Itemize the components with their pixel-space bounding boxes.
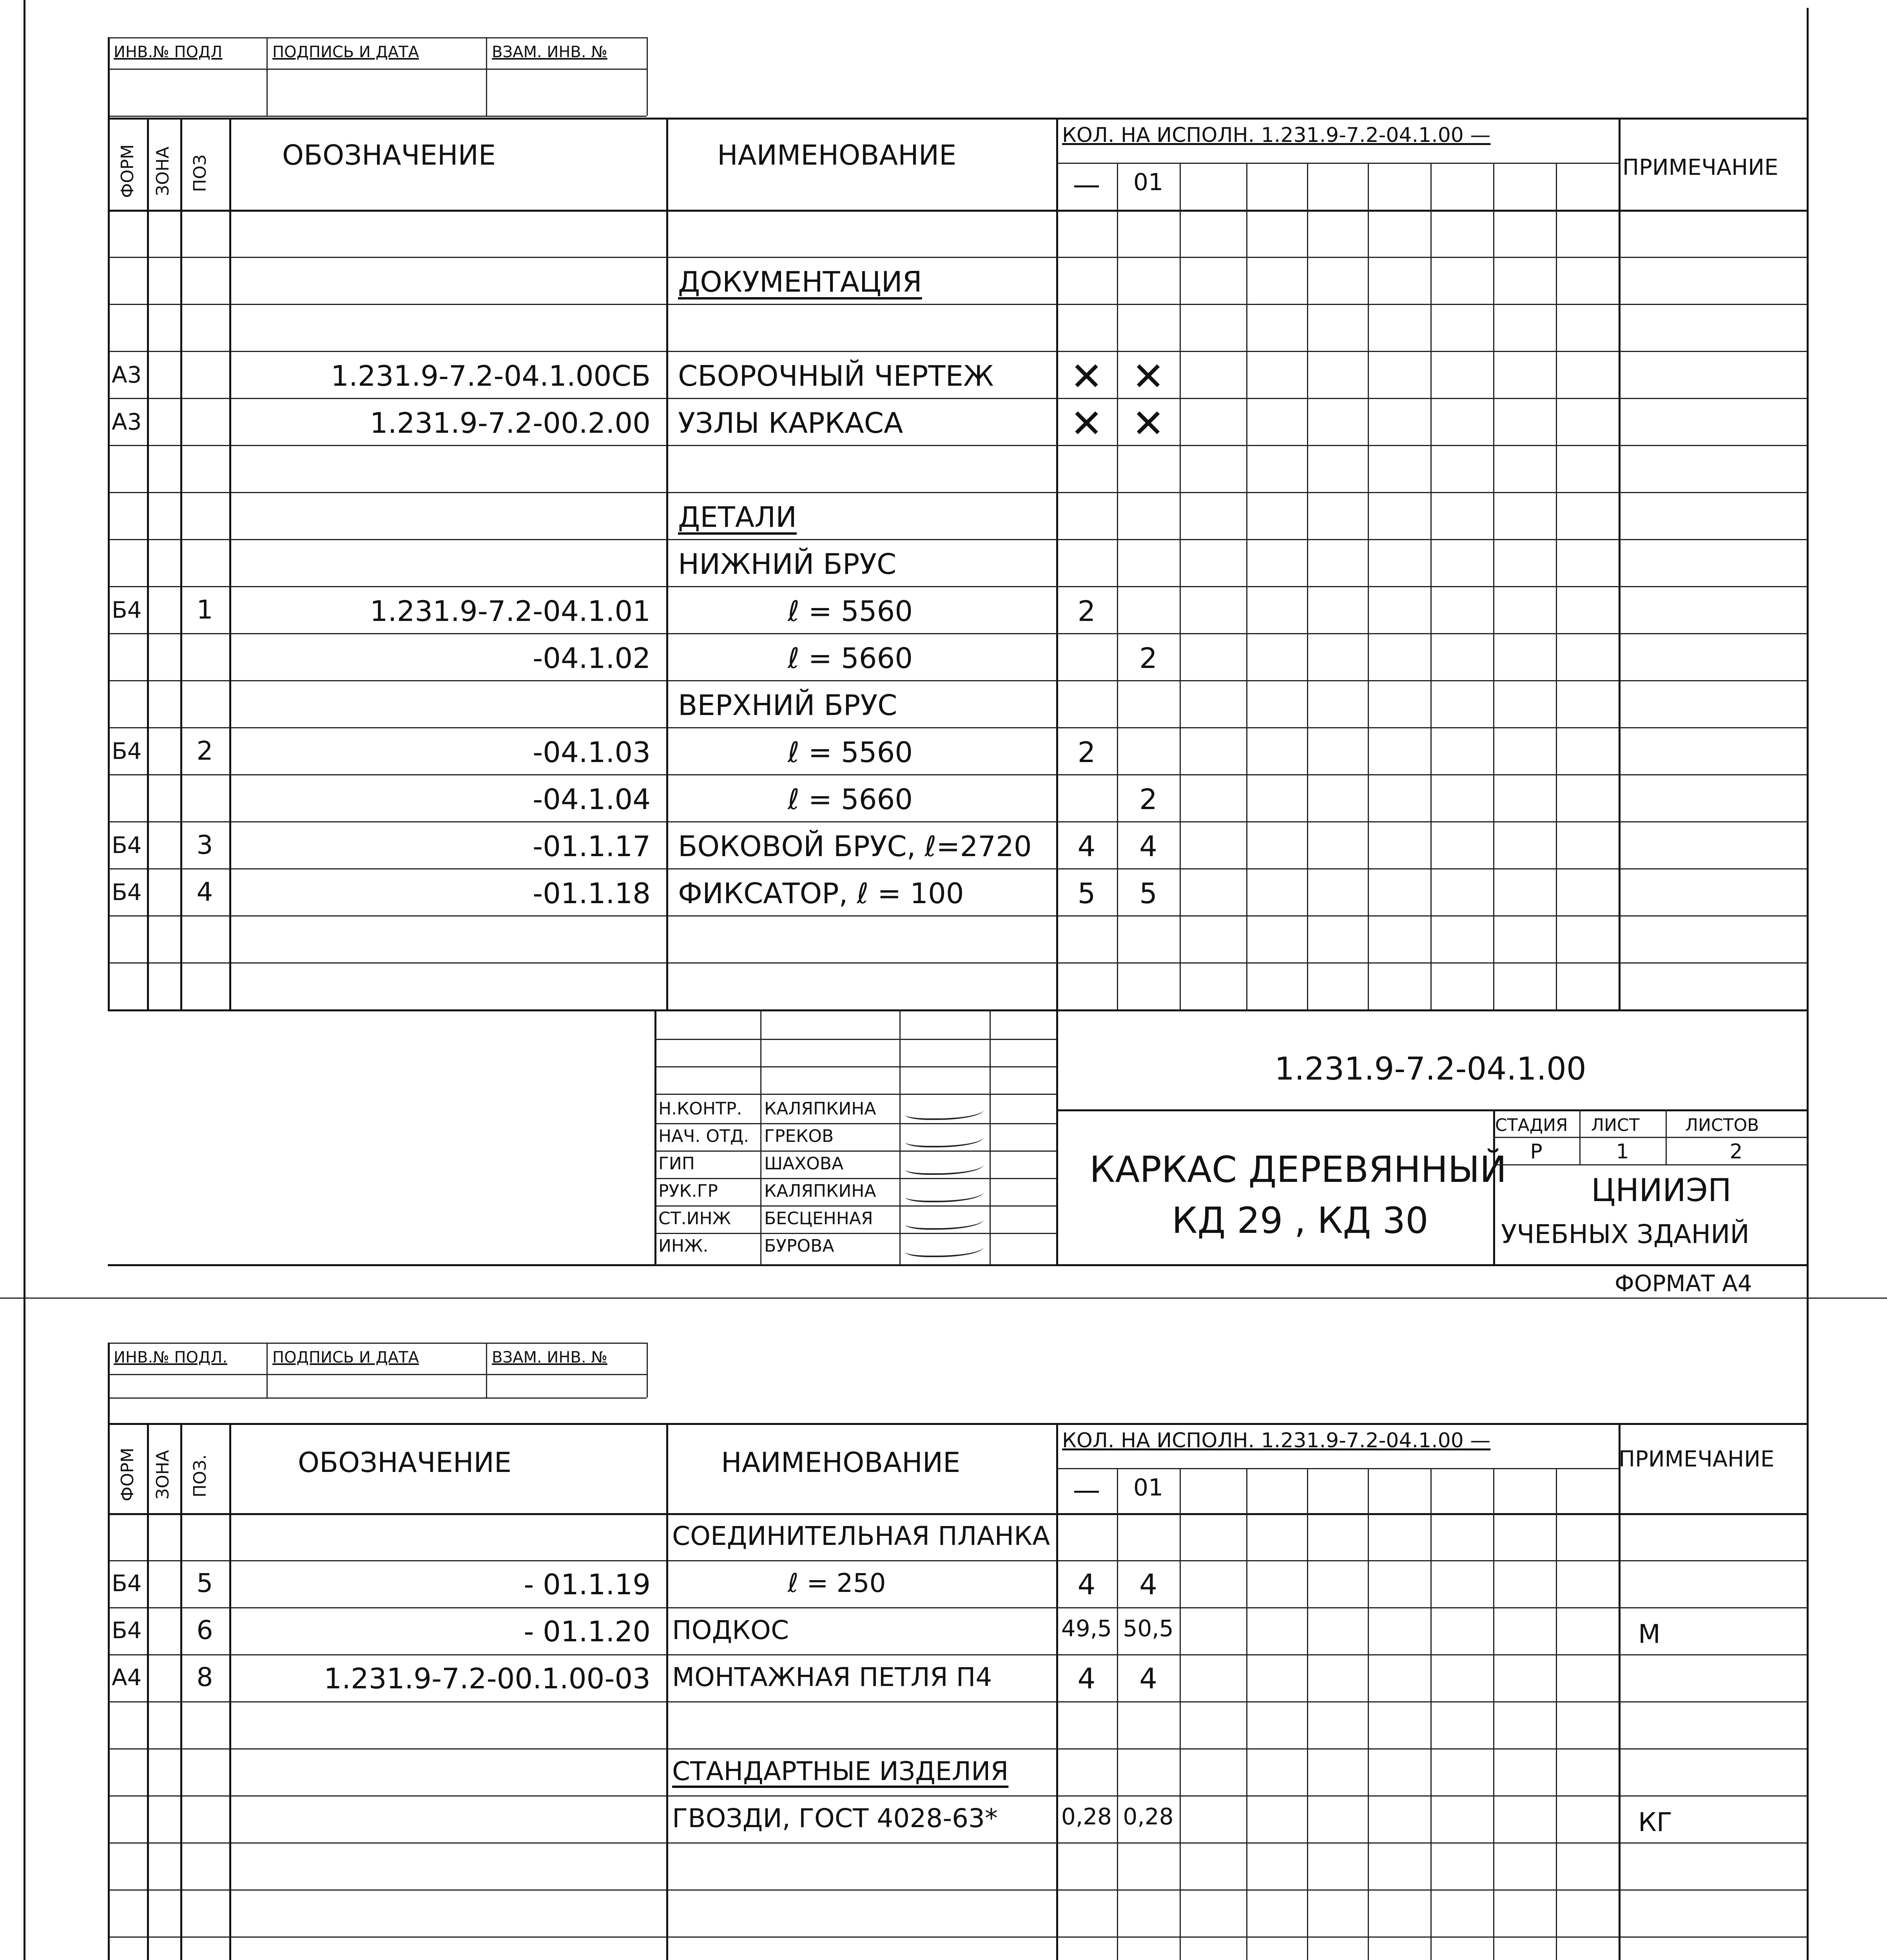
table-row-line — [108, 821, 1807, 822]
grid-line — [990, 1009, 991, 1264]
row-naimenovanie: ГВОЗДИ, ГОСТ 4028-63* — [672, 1803, 998, 1833]
table-column-line — [1368, 1468, 1369, 1960]
row-qty-main: ✕ — [1070, 401, 1103, 446]
row-naimenovanie: МОНТАЖНАЯ ПЕТЛЯ П4 — [672, 1662, 992, 1692]
table-row-line — [108, 398, 1807, 399]
row-poz: 3 — [196, 830, 213, 860]
row-oboznachenie: -04.1.02 — [533, 642, 651, 675]
grid-line — [1493, 1137, 1807, 1138]
row-naimenovanie: ℓ = 5560 — [788, 595, 913, 628]
row-qty-01: ✕ — [1132, 354, 1165, 399]
stamp-podpis-data: ПОДПИСЬ И ДАТА — [272, 43, 419, 61]
row-qty-main: 4 — [1077, 830, 1096, 863]
row-oboznachenie: -04.1.03 — [533, 736, 651, 769]
table-row-line — [108, 727, 1807, 728]
grid-line — [1493, 1164, 1807, 1165]
table-column-line — [180, 1423, 182, 1960]
signature-role: ИНЖ. — [658, 1236, 709, 1256]
table-row-line — [108, 633, 1807, 634]
table-row-line — [108, 539, 1807, 540]
row-qty-01: 50,5 — [1123, 1615, 1174, 1642]
row-naimenovanie: ВЕРХНИЙ БРУС — [678, 689, 897, 722]
signature-row-line — [654, 1178, 1056, 1179]
header-kol-ispoln: КОЛ. НА ИСПОЛН. 1.231.9-7.2-04.1.00 — — [1062, 123, 1491, 147]
row-qty-main: 2 — [1077, 595, 1096, 628]
table-header-bottom — [108, 210, 1807, 212]
grid-line — [1666, 1109, 1667, 1164]
header-oboznachenie: ОБОЗНАЧЕНИЕ — [282, 139, 496, 171]
table-row-line — [108, 1748, 1807, 1749]
signature-row-line — [654, 1094, 1056, 1095]
row-poz: 5 — [196, 1568, 213, 1598]
row-naimenovanie: СБОРОЧНЫЙ ЧЕРТЕЖ — [678, 359, 994, 392]
row-naimenovanie: ℓ = 250 — [788, 1568, 886, 1598]
table-column-line — [1619, 118, 1621, 1009]
header-form: ФОРМ — [118, 144, 138, 198]
stamp-podpis-data: ПОДПИСЬ И ДАТА — [272, 1348, 419, 1367]
row-qty-01: 0,28 — [1123, 1803, 1174, 1830]
signature-row-line — [654, 1151, 1056, 1152]
table-column-line — [1307, 163, 1308, 1009]
stamp-vzam-inv: ВЗАМ. ИНВ. № — [492, 1348, 607, 1367]
table-row-line — [108, 304, 1807, 305]
signature-name: ГРЕКОВ — [764, 1126, 834, 1146]
stamp-inv-podl: ИНВ.№ ПОДЛ. — [114, 1348, 228, 1367]
org-name-2: УЧЕБНЫХ ЗДАНИЙ — [1501, 1219, 1749, 1249]
row-poz: 1 — [196, 595, 213, 625]
header-kol-dash: — — [1073, 1474, 1100, 1506]
row-qty-main: 4 — [1077, 1568, 1096, 1601]
signature-role: СТ.ИНЖ — [658, 1209, 731, 1229]
stadiya-label: СТАДИЯ — [1495, 1115, 1568, 1135]
grid-line — [486, 37, 487, 116]
row-poz: 8 — [196, 1662, 213, 1692]
grid-line — [654, 1009, 1807, 1011]
table-row-line — [108, 1701, 1807, 1702]
header-naimenovanie: НАИМЕНОВАНИЕ — [721, 1446, 961, 1479]
table-row-line — [108, 915, 1807, 916]
row-poz: 6 — [196, 1615, 213, 1645]
table-column-line — [229, 1423, 231, 1960]
row-poz: 4 — [196, 877, 213, 907]
table-column-line — [108, 118, 110, 1009]
title-block-left — [654, 1009, 656, 1264]
sheet-right-border — [1807, 8, 1809, 1960]
row-naimenovanie: ПОДКОС — [672, 1615, 789, 1645]
row-oboznachenie: 1.231.9-7.2-04.1.01 — [370, 595, 651, 628]
table-column-line — [1556, 163, 1557, 1009]
grid-line — [108, 37, 110, 118]
stamp-mid-line — [108, 1374, 647, 1375]
row-form: Б4 — [112, 879, 142, 906]
table-column-line — [229, 118, 231, 1009]
signature-role: ГИП — [658, 1154, 695, 1174]
grid-line — [108, 1423, 1807, 1425]
row-qty-01: 5 — [1139, 877, 1157, 910]
table-row-line — [108, 1889, 1807, 1891]
row-oboznachenie: 1.231.9-7.2-00.1.00-03 — [324, 1662, 651, 1695]
header-zona: ЗОНА — [153, 1450, 173, 1499]
header-primechanie: ПРИМЕЧАНИЕ — [1619, 1446, 1775, 1472]
table-column-line — [147, 1423, 149, 1960]
row-form: Б4 — [112, 597, 142, 623]
stamp-top-line — [108, 1343, 647, 1344]
table-column-line — [1056, 118, 1058, 1009]
table-row-line — [108, 962, 1807, 964]
row-qty-main: ✕ — [1070, 354, 1103, 399]
header-poz: ПОЗ — [190, 154, 210, 192]
sheet-separator — [0, 1298, 1887, 1299]
row-form: А3 — [112, 408, 142, 435]
header-kol-ispoln: КОЛ. НА ИСПОЛН. 1.231.9-7.2-04.1.00 — — [1062, 1429, 1491, 1452]
table-column-line — [1493, 1468, 1494, 1960]
stamp-bottom-line — [108, 116, 647, 117]
table-row-line — [108, 492, 1807, 493]
org-name-1: ЦНИИЭП — [1591, 1172, 1731, 1209]
row-naimenovanie: НИЖНИЙ БРУС — [678, 548, 897, 581]
header-oboznachenie: ОБОЗНАЧЕНИЕ — [298, 1446, 512, 1479]
stadiya-value: Р — [1530, 1140, 1543, 1163]
row-naimenovanie: ℓ = 5660 — [788, 783, 913, 816]
listov-label: ЛИСТОВ — [1685, 1115, 1759, 1135]
sheet1-format: ФОРМАТ А4 — [1615, 1270, 1752, 1297]
row-oboznachenie: 1.231.9-7.2-04.1.00СБ — [331, 359, 651, 392]
handwritten-signature — [905, 1130, 984, 1147]
grid-line — [1056, 1468, 1619, 1469]
signature-role: РУК.ГР — [658, 1181, 718, 1201]
signature-row-line — [654, 1233, 1056, 1234]
row-form: Б4 — [112, 738, 142, 764]
stamp-bottom-line — [108, 1397, 647, 1399]
row-qty-01: 4 — [1139, 1662, 1157, 1695]
table-column-line — [108, 1423, 110, 1960]
list-value: 1 — [1616, 1140, 1629, 1163]
table-column-line — [1619, 1423, 1621, 1960]
row-oboznachenie: -01.1.17 — [533, 830, 651, 863]
signature-row-line — [654, 1205, 1056, 1207]
row-form: Б4 — [112, 832, 142, 858]
row-oboznachenie: -01.1.18 — [533, 877, 651, 910]
row-qty-01: 2 — [1139, 642, 1157, 675]
stamp-top-line — [108, 37, 647, 38]
row-qty-01: 4 — [1139, 1568, 1157, 1601]
handwritten-signature — [905, 1185, 984, 1202]
kol-subheader-line — [1056, 163, 1619, 164]
row-naimenovanie: ДОКУМЕНТАЦИЯ — [678, 265, 922, 298]
signature-role: Н.КОНТР. — [658, 1099, 742, 1119]
left-binding-line — [24, 0, 25, 1298]
header-kol-01: 01 — [1133, 1474, 1164, 1501]
row-qty-01: 4 — [1139, 830, 1157, 863]
stamp-inv-podl: ИНВ.№ ПОДЛ — [114, 43, 223, 61]
table-column-line — [1430, 1468, 1432, 1960]
row-naimenovanie: ℓ = 5560 — [788, 736, 913, 769]
table-column-line — [1180, 1468, 1181, 1960]
row-qty-main: 49,5 — [1061, 1615, 1112, 1642]
signature-name: ШАХОВА — [764, 1154, 844, 1174]
row-form: А3 — [112, 361, 142, 388]
header-form: ФОРМ — [118, 1447, 138, 1501]
left-binding-line — [24, 1298, 25, 1960]
table-row-line — [108, 1795, 1807, 1797]
title-block-designation: 1.231.9-7.2-04.1.00 — [1274, 1051, 1586, 1087]
grid-line — [266, 1343, 268, 1397]
row-form: Б4 — [112, 1570, 142, 1597]
row-naimenovanie: СТАНДАРТНЫЕ ИЗДЕЛИЯ — [672, 1756, 1009, 1786]
handwritten-signature — [905, 1240, 984, 1257]
signature-row-line — [654, 1123, 1056, 1124]
row-naimenovanie: ФИКСАТОР, ℓ = 100 — [678, 877, 964, 910]
row-naimenovanie: ДЕТАЛИ — [678, 501, 797, 534]
row-qty-main: 5 — [1077, 877, 1096, 910]
signature-row-line — [654, 1066, 1056, 1067]
table-row-line — [108, 868, 1807, 869]
row-naimenovanie: ℓ = 5660 — [788, 642, 913, 675]
row-qty-main: 4 — [1077, 1662, 1096, 1695]
table-column-line — [180, 118, 182, 1009]
row-primechanie: М — [1638, 1619, 1660, 1649]
table-row-line — [108, 1936, 1807, 1938]
grid-line — [108, 1513, 1807, 1515]
header-naimenovanie: НАИМЕНОВАНИЕ — [717, 139, 957, 171]
table-row-line — [108, 1560, 1807, 1561]
row-oboznachenie: - 01.1.20 — [524, 1615, 651, 1648]
row-oboznachenie: - 01.1.19 — [524, 1568, 651, 1601]
row-naimenovanie: БОКОВОЙ БРУС, ℓ=2720 — [678, 830, 1032, 863]
grid-line — [899, 1009, 901, 1264]
signature-row-line — [654, 1039, 1056, 1040]
table-row-line — [108, 586, 1807, 587]
row-qty-01: 2 — [1139, 783, 1157, 816]
header-primechanie: ПРИМЕЧАНИЕ — [1622, 155, 1778, 180]
row-qty-01: ✕ — [1132, 401, 1165, 446]
table-column-line — [666, 1423, 668, 1960]
grid-line — [760, 1009, 761, 1264]
header-poz: ПОЗ. — [190, 1454, 210, 1497]
table-row-line — [108, 774, 1807, 775]
table-column-line — [1117, 163, 1118, 1009]
table-top-border — [108, 118, 1807, 120]
grid-line — [647, 1343, 648, 1397]
table-row-line — [108, 257, 1807, 258]
table-column-line — [1246, 163, 1247, 1009]
table-column-line — [1493, 163, 1494, 1009]
row-naimenovanie: СОЕДИНИТЕЛЬНАЯ ПЛАНКА — [672, 1521, 1050, 1551]
table-row-line — [108, 1654, 1807, 1655]
signature-role: НАЧ. ОТД. — [658, 1126, 749, 1146]
table-row-line — [108, 1607, 1807, 1608]
signature-row-line — [654, 1264, 1056, 1265]
table-column-line — [1246, 1468, 1247, 1960]
header-kol-01: 01 — [1133, 169, 1164, 196]
table-column-line — [666, 118, 668, 1009]
header-zona: ЗОНА — [153, 146, 173, 196]
table-column-line — [1056, 1423, 1058, 1960]
row-qty-main: 0,28 — [1061, 1803, 1112, 1830]
row-oboznachenie: -04.1.04 — [533, 783, 651, 816]
row-primechanie: КГ — [1638, 1807, 1673, 1837]
table-column-line — [1556, 1468, 1557, 1960]
title-block-divider — [1056, 1009, 1058, 1264]
row-naimenovanie: УЗЛЫ КАРКАСА — [678, 407, 903, 439]
listov-value: 2 — [1729, 1140, 1743, 1163]
handwritten-signature — [905, 1103, 984, 1120]
stamp-mid-line — [108, 69, 647, 70]
table-row-line — [108, 1842, 1807, 1844]
table-column-line — [147, 118, 149, 1009]
table-row-line — [108, 680, 1807, 681]
grid-line — [266, 37, 268, 116]
row-form: А4 — [112, 1664, 142, 1691]
row-form: Б4 — [112, 1617, 142, 1644]
row-oboznachenie: 1.231.9-7.2-00.2.00 — [370, 407, 651, 439]
grid-line — [647, 37, 648, 116]
grid-line — [1056, 1109, 1807, 1111]
signature-name: КАЛЯПКИНА — [764, 1181, 876, 1201]
list-label: ЛИСТ — [1591, 1115, 1640, 1135]
table-column-line — [1430, 163, 1432, 1009]
table-row-line — [108, 445, 1807, 446]
row-qty-main: 2 — [1077, 736, 1096, 769]
signature-name: БЕСЦЕННАЯ — [764, 1209, 873, 1229]
stamp-vzam-inv: ВЗАМ. ИНВ. № — [492, 43, 607, 61]
table-column-line — [1180, 163, 1181, 1009]
row-poz: 2 — [196, 736, 213, 766]
title-block-title-2: КД 29 , КД 30 — [1172, 1200, 1428, 1241]
table-column-line — [1307, 1468, 1308, 1960]
handwritten-signature — [905, 1158, 984, 1175]
signature-name: БУРОВА — [764, 1236, 834, 1256]
header-kol-dash: — — [1073, 169, 1100, 201]
table-row-line — [108, 351, 1807, 352]
handwritten-signature — [905, 1212, 984, 1230]
signature-name: КАЛЯПКИНА — [764, 1099, 876, 1119]
table-column-line — [1368, 163, 1369, 1009]
grid-line — [1579, 1109, 1581, 1164]
title-block-title-1: КАРКАС ДЕРЕВЯННЫЙ — [1089, 1149, 1507, 1191]
grid-line — [486, 1343, 487, 1397]
table-column-line — [1117, 1468, 1118, 1960]
